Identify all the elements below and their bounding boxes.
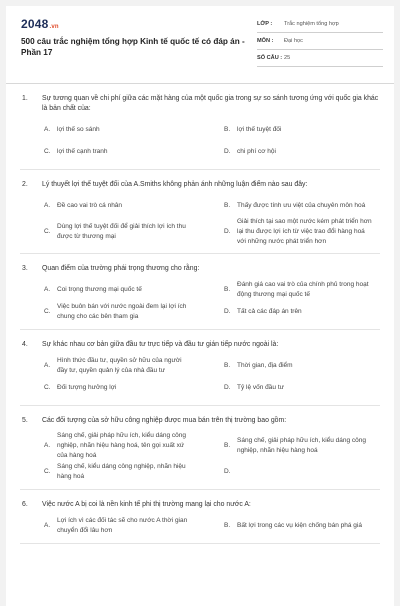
option-letter: D. <box>224 384 231 391</box>
answer-option[interactable] <box>200 279 380 301</box>
meta-row-class <box>257 16 383 33</box>
answer-option[interactable] <box>20 377 200 399</box>
option-letter: D. <box>224 308 231 315</box>
question-5 <box>20 406 380 490</box>
option-letter: A. <box>44 522 51 529</box>
answer-option[interactable] <box>20 355 200 377</box>
answer-option[interactable] <box>20 279 200 301</box>
question-number: 4. <box>22 341 28 348</box>
question-number: 2. <box>22 181 28 188</box>
meta-label: MÔN : <box>257 38 274 44</box>
option-text: Sáng chế, giải pháp hữu ích, kiểu dáng công nghiệp, nhãn hiệu hàng hoá, tên gọi xuất xứ của hàng hoá <box>57 432 187 459</box>
question-number: 1. <box>22 95 28 102</box>
question-text: Sự khác nhau cơ bản giữa đầu tư trực tiếp và đầu tư gián tiếp nước ngoài là: <box>42 341 279 348</box>
meta-label: LỚP : <box>257 21 273 27</box>
meta-value: 25 <box>284 55 291 61</box>
meta-value: Trắc nghiệm tổng hợp <box>284 21 339 27</box>
option-text: Thời gian, địa điểm <box>237 362 293 369</box>
question-number: 3. <box>22 265 28 272</box>
document-title: 500 câu trắc nghiệm tổng hợp Kinh tế quốc tế có đáp án - Phần 17 <box>21 37 245 57</box>
option-letter: C. <box>44 468 51 475</box>
meta-value: Đại học <box>284 38 303 44</box>
question-number: 6. <box>22 501 28 508</box>
option-text: Tỷ lệ vốn đầu tư <box>237 384 284 391</box>
answer-option[interactable] <box>200 301 380 323</box>
answer-option[interactable] <box>20 431 200 461</box>
option-letter: B. <box>224 126 231 133</box>
option-letter: B. <box>224 286 231 293</box>
option-text: chi phí cơ hội <box>237 148 276 155</box>
option-text: Tất cả các đáp án trên <box>237 308 302 315</box>
question-text: Quan điểm của trường phái trọng thương cho rằng: <box>42 265 200 272</box>
question-4 <box>20 330 380 406</box>
option-letter: A. <box>44 126 51 133</box>
option-letter: A. <box>44 362 51 369</box>
question-number: 5. <box>22 417 28 424</box>
question-text: Lý thuyết lợi thế tuyệt đối của A.Smiths không phản ánh những luận điểm nào sau đây: <box>42 181 308 188</box>
answer-options <box>20 279 380 323</box>
answer-options <box>20 119 380 163</box>
option-letter: C. <box>44 384 51 391</box>
question-2 <box>20 170 380 254</box>
meta-label: SỐ CÂU : <box>257 55 283 61</box>
option-text: Lợi ích vì các đối tác sẽ cho nước A thời gian chuyển đổi lâu hơn <box>57 517 188 534</box>
answer-option[interactable] <box>20 515 200 537</box>
option-letter: B. <box>224 442 231 449</box>
answer-option[interactable] <box>20 461 200 483</box>
option-letter: A. <box>44 202 51 209</box>
option-letter: D. <box>224 148 231 155</box>
answer-option[interactable] <box>20 217 200 247</box>
option-text: Đề cao vai trò cá nhân <box>57 202 123 209</box>
question-text: Việc nước A bị coi là nền kinh tế phi thị trường mang lại cho nước A: <box>42 501 251 508</box>
option-letter: D. <box>224 468 231 475</box>
answer-option[interactable] <box>200 461 380 483</box>
answer-option[interactable] <box>20 141 200 163</box>
option-text: Đối tượng hưởng lợi <box>57 384 117 391</box>
option-text: lợi thế tuyệt đối <box>237 126 282 133</box>
option-text: lợi thế cạnh tranh <box>57 148 108 155</box>
document-header <box>6 6 394 84</box>
option-text: Dùng lợi thế tuyệt đối để giải thích lợi ích thu được từ thương mại <box>57 223 186 240</box>
question-list <box>6 84 394 544</box>
option-text: Bất lợi trong các vụ kiện chống bán phá giá <box>237 522 362 529</box>
question-text-row <box>20 500 380 510</box>
option-text: Sáng chế, kiểu dáng công nghiệp, nhãn hiệu hàng hoá <box>57 463 186 480</box>
answer-option[interactable] <box>20 195 200 217</box>
answer-options <box>20 431 380 483</box>
document-page <box>6 6 394 606</box>
answer-option[interactable] <box>20 119 200 141</box>
meta-row-count <box>257 50 383 67</box>
option-text: Sáng chế, giải pháp hữu ích, kiểu dáng công nghiệp, nhãn hiệu hàng hoá <box>237 437 367 454</box>
option-letter: A. <box>44 286 51 293</box>
answer-options <box>20 515 380 537</box>
answer-options <box>20 355 380 399</box>
answer-option[interactable] <box>200 515 380 537</box>
meta-row-subject <box>257 33 383 50</box>
answer-option[interactable] <box>200 119 380 141</box>
site-logo[interactable]: 2048.vn <box>21 17 59 31</box>
option-letter: A. <box>44 442 51 449</box>
question-text: Sự tương quan về chi phí giữa các mặt hàng của một quốc gia trong sự so sánh tương ứng với quốc gia khác là bản chất của: <box>42 95 379 112</box>
question-text-row <box>20 340 380 350</box>
question-text-row <box>20 264 380 274</box>
option-letter: C. <box>44 228 51 235</box>
option-text: Hình thức đầu tư, quyền sở hữu của người đầy tư, quyền quản lý của nhà đầu tư <box>57 357 182 374</box>
answer-options <box>20 195 380 247</box>
option-letter: B. <box>224 362 231 369</box>
question-1 <box>20 84 380 170</box>
question-text-row <box>20 180 380 190</box>
question-6 <box>20 490 380 544</box>
option-text: Thấy được tính ưu việt của chuyên môn hoá <box>237 202 366 209</box>
option-letter: B. <box>224 202 231 209</box>
option-text: Đánh giá cao vai trò của chính phủ trong hoạt động thương mại quốc tế <box>237 281 369 298</box>
question-text-row <box>20 416 380 426</box>
answer-option[interactable] <box>20 301 200 323</box>
question-3 <box>20 254 380 330</box>
option-text: Coi trọng thương mại quốc tế <box>57 286 142 293</box>
answer-option[interactable] <box>200 431 380 461</box>
option-text: Việc buôn bán với nước ngoài đem lại lợi ích chung cho các bên tham gia <box>57 303 187 320</box>
option-letter: C. <box>44 308 51 315</box>
question-text: Các đối tượng của sở hữu công nghiệp được mua bán trên thị trường bao gồm: <box>42 417 287 424</box>
answer-option[interactable] <box>200 355 380 377</box>
question-text-row <box>20 94 380 114</box>
answer-option[interactable] <box>200 377 380 399</box>
answer-option[interactable] <box>200 141 380 163</box>
option-text: lợi thế so sánh <box>57 126 100 133</box>
option-text: Giải thích tại sao một nước kém phát triển hơn lại thu được lợi ích từ việc trao đổi hàng hoá với những nước phát triển hơn <box>237 218 372 245</box>
document-meta <box>257 16 383 67</box>
option-letter: D. <box>224 228 231 235</box>
answer-option[interactable] <box>200 195 380 217</box>
option-letter: C. <box>44 148 51 155</box>
answer-option[interactable] <box>200 217 380 247</box>
option-letter: B. <box>224 522 231 529</box>
